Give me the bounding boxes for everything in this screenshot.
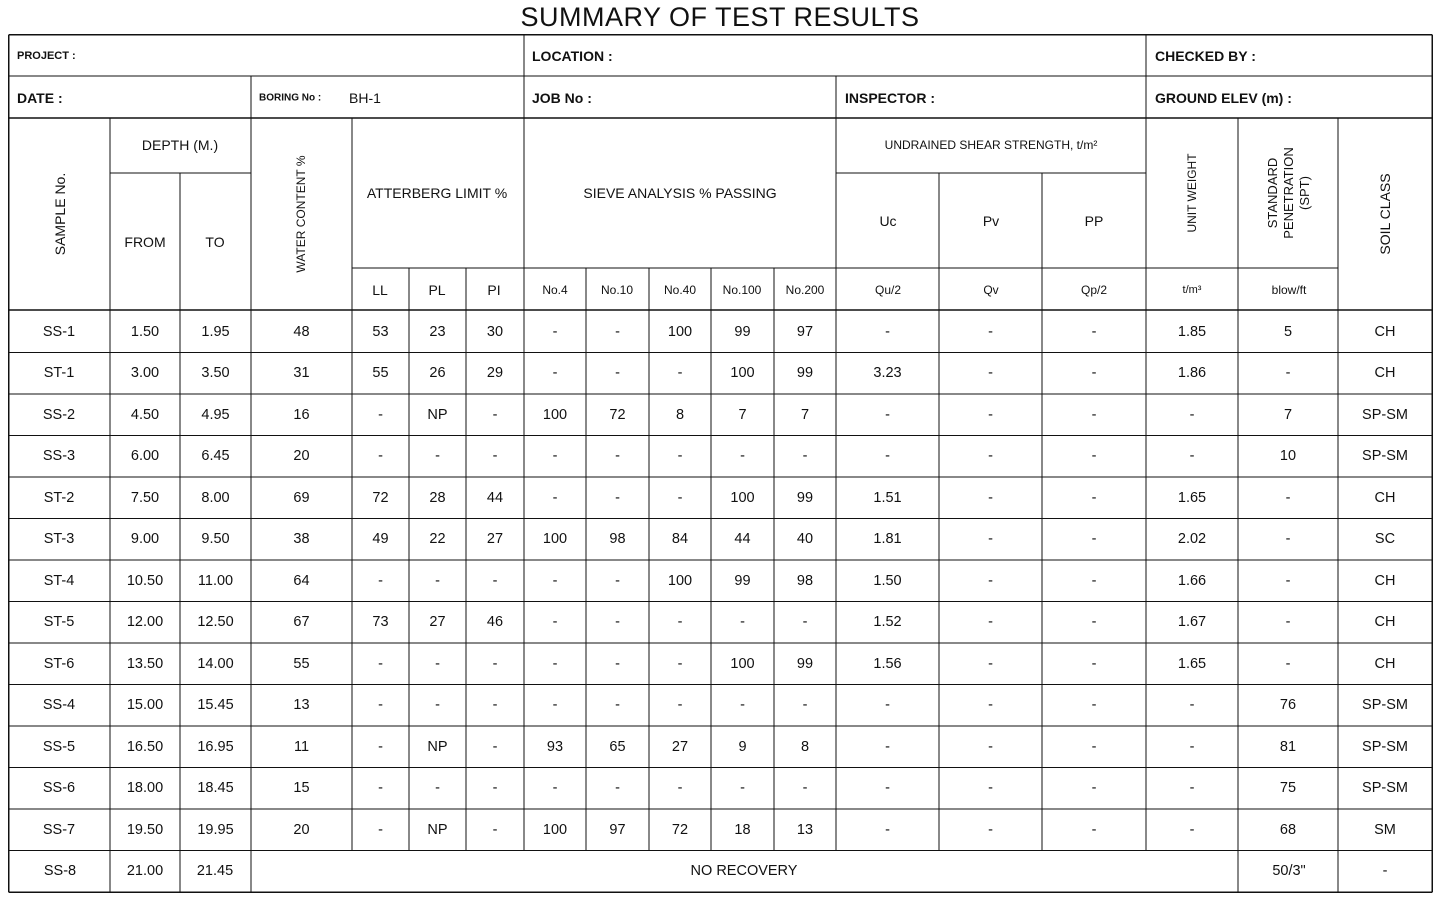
cell-unit-weight: 1.66 xyxy=(1177,572,1207,589)
header-spt-line3: (SPT) xyxy=(1297,176,1312,210)
cell-no200: - xyxy=(802,614,808,631)
cell-no200: 99 xyxy=(796,655,814,672)
cell-pl: NP xyxy=(427,821,448,838)
cell-pl: NP xyxy=(427,406,448,423)
last-row-soil-class: - xyxy=(1382,863,1388,879)
cell-soil-class: CH xyxy=(1374,489,1396,506)
cell-no200: 99 xyxy=(796,365,814,382)
page-title: SUMMARY OF TEST RESULTS xyxy=(520,2,920,32)
cell-pl: - xyxy=(435,572,440,589)
cell-no4: 100 xyxy=(542,821,568,838)
cell-to: 4.95 xyxy=(201,406,230,423)
cell-spt: - xyxy=(1285,614,1291,631)
cell-pv: - xyxy=(988,531,993,548)
header-atterberg-limit: ATTERBERG LIMIT % xyxy=(366,185,508,201)
cell-spt: 5 xyxy=(1283,323,1293,340)
last-row-from: 21.00 xyxy=(126,863,164,879)
cell-ll: - xyxy=(378,655,383,672)
cell-sample: ST-2 xyxy=(43,489,75,506)
last-row-to: 21.45 xyxy=(196,863,234,879)
cell-to: 3.50 xyxy=(201,365,230,382)
cell-no40: 72 xyxy=(671,821,689,838)
cell-ll: 49 xyxy=(372,531,389,548)
cell-from: 15.00 xyxy=(126,697,164,714)
cell-no4: - xyxy=(552,489,558,506)
cell-spt: 68 xyxy=(1279,821,1297,838)
cell-unit-weight: - xyxy=(1189,821,1195,838)
header-ll: LL xyxy=(372,282,388,298)
cell-sample: ST-3 xyxy=(43,531,75,548)
cell-soil-class: CH xyxy=(1374,323,1396,340)
cell-pp: - xyxy=(1091,655,1097,672)
cell-to: 18.45 xyxy=(197,780,234,797)
cell-pp: - xyxy=(1091,365,1097,382)
cell-unit-weight: - xyxy=(1189,448,1195,465)
cell-pi: 27 xyxy=(486,531,504,548)
cell-no100: - xyxy=(740,780,745,797)
cell-no100: - xyxy=(740,614,745,631)
cell-no100: 18 xyxy=(734,821,751,838)
cell-no100: 44 xyxy=(734,531,751,548)
cell-spt: - xyxy=(1285,365,1291,382)
cell-from: 16.50 xyxy=(126,738,164,755)
inspector-label: INSPECTOR : xyxy=(845,90,935,106)
cell-soil-class: SP-SM xyxy=(1362,406,1408,423)
cell-no10: 65 xyxy=(609,738,626,755)
cell-water-content: 16 xyxy=(293,406,310,423)
date-label: DATE : xyxy=(17,90,63,106)
cell-sample: ST-5 xyxy=(43,614,75,631)
header-spt-unit: blow/ft xyxy=(1271,283,1307,297)
cell-uc: - xyxy=(885,821,890,838)
cell-pl: 22 xyxy=(429,531,446,548)
cell-pi: 30 xyxy=(486,323,504,340)
cell-no4: - xyxy=(552,655,558,672)
cell-sample: ST-4 xyxy=(43,572,75,589)
header-undrained-shear-strength: UNDRAINED SHEAR STRENGTH, t/m² xyxy=(884,138,1098,152)
cell-pi: - xyxy=(492,448,498,465)
cell-pp: - xyxy=(1091,489,1097,506)
cell-pv: - xyxy=(988,406,993,423)
cell-water-content: 67 xyxy=(293,614,310,631)
header-depth: DEPTH (M.) xyxy=(141,137,219,153)
header-unit-weight-unit: t/m³ xyxy=(1182,284,1202,296)
cell-no40: - xyxy=(677,365,683,382)
cell-uc: - xyxy=(885,780,890,797)
cell-pi: 44 xyxy=(486,489,504,506)
cell-no40: 8 xyxy=(675,406,685,423)
cell-uc: - xyxy=(885,406,890,423)
cell-water-content: 13 xyxy=(293,697,310,714)
cell-no4: - xyxy=(552,448,558,465)
cell-no10: - xyxy=(615,489,620,506)
cell-pp: - xyxy=(1091,821,1097,838)
header-no10: No.10 xyxy=(600,283,634,297)
cell-water-content: 64 xyxy=(293,572,310,589)
cell-pv: - xyxy=(988,323,993,340)
cell-soil-class: CH xyxy=(1374,655,1396,672)
cell-pl: - xyxy=(435,697,440,714)
cell-pl: 28 xyxy=(429,489,446,506)
header-no4: No.4 xyxy=(542,283,568,297)
cell-no200: 97 xyxy=(796,323,814,340)
cell-no40: - xyxy=(677,655,683,672)
cell-no4: 100 xyxy=(542,406,568,423)
cell-ll: - xyxy=(378,406,383,423)
cell-unit-weight: - xyxy=(1189,738,1195,755)
cell-pi: - xyxy=(492,821,498,838)
cell-pi: - xyxy=(492,780,498,797)
cell-sample: SS-4 xyxy=(42,697,76,714)
cell-no10: - xyxy=(615,572,620,589)
cell-no10: - xyxy=(615,448,620,465)
cell-no10: - xyxy=(615,780,620,797)
cell-pv: - xyxy=(988,448,993,465)
cell-pp: - xyxy=(1091,448,1097,465)
cell-from: 12.00 xyxy=(126,614,164,631)
cell-unit-weight: - xyxy=(1189,780,1195,797)
cell-no200: 98 xyxy=(796,572,814,589)
cell-sample: SS-6 xyxy=(42,780,76,797)
cell-no4: - xyxy=(552,697,558,714)
cell-no10: - xyxy=(615,365,620,382)
cell-ll: - xyxy=(378,821,383,838)
header-to: TO xyxy=(205,234,225,250)
cell-to: 12.50 xyxy=(197,614,234,631)
cell-no100: - xyxy=(740,448,745,465)
checked-by-label: CHECKED BY : xyxy=(1155,48,1256,64)
cell-pl: 23 xyxy=(429,323,446,340)
cell-from: 10.50 xyxy=(126,572,164,589)
header-pv: Pv xyxy=(982,213,1000,229)
cell-to: 11.00 xyxy=(197,572,234,589)
cell-no4: - xyxy=(552,365,558,382)
cell-soil-class: SM xyxy=(1374,821,1396,838)
boring-value: BH-1 xyxy=(349,90,381,106)
cell-spt: 75 xyxy=(1279,780,1297,797)
cell-ll: - xyxy=(378,697,383,714)
header-soil-class: SOIL CLASS xyxy=(1377,173,1393,255)
header-no100: No.100 xyxy=(722,283,762,297)
location-label: LOCATION : xyxy=(532,48,613,64)
cell-no40: - xyxy=(677,614,683,631)
cell-no4: - xyxy=(552,572,558,589)
cell-no200: 13 xyxy=(796,821,814,838)
cell-unit-weight: - xyxy=(1189,406,1195,423)
cell-spt: - xyxy=(1285,572,1291,589)
cell-pi: 46 xyxy=(486,614,504,631)
cell-from: 1.50 xyxy=(130,323,160,340)
cell-spt: - xyxy=(1285,531,1291,548)
cell-soil-class: CH xyxy=(1374,614,1396,631)
cell-uc: 1.51 xyxy=(873,489,902,506)
cell-pl: - xyxy=(435,448,440,465)
job-label: JOB No : xyxy=(532,90,592,106)
cell-no200: 40 xyxy=(796,531,814,548)
cell-from: 9.00 xyxy=(130,531,160,548)
cell-sample: SS-2 xyxy=(42,406,76,423)
header-sample-no: SAMPLE No. xyxy=(52,172,68,256)
cell-ll: - xyxy=(378,780,383,797)
cell-pp: - xyxy=(1091,614,1097,631)
cell-no10: 97 xyxy=(609,821,626,838)
cell-pl: - xyxy=(435,655,440,672)
cell-water-content: 69 xyxy=(293,489,310,506)
cell-to: 19.95 xyxy=(197,821,234,838)
cell-to: 6.45 xyxy=(201,448,230,465)
cell-no40: - xyxy=(677,697,683,714)
cell-pv: - xyxy=(988,821,993,838)
cell-uc: 3.23 xyxy=(873,365,902,382)
cell-uc: - xyxy=(885,738,890,755)
last-row-spt: 50/3" xyxy=(1272,863,1306,879)
cell-ll: - xyxy=(378,572,383,589)
cell-unit-weight: 1.86 xyxy=(1177,365,1207,382)
cell-spt: 76 xyxy=(1279,697,1297,714)
cell-no40: - xyxy=(677,780,683,797)
cell-ll: - xyxy=(378,738,383,755)
cell-pp: - xyxy=(1091,697,1097,714)
cell-no10: - xyxy=(615,614,620,631)
header-qv: Qv xyxy=(983,283,999,297)
header-qu2: Qu/2 xyxy=(874,283,902,297)
cell-water-content: 20 xyxy=(293,448,310,465)
header-spt-line2: PENETRATION xyxy=(1281,147,1296,239)
header-no40: No.40 xyxy=(663,283,697,297)
header-from: FROM xyxy=(124,234,166,250)
cell-no100: 99 xyxy=(734,572,751,589)
cell-no100: 100 xyxy=(730,655,755,672)
cell-water-content: 11 xyxy=(293,738,310,755)
cell-sample: SS-5 xyxy=(42,738,76,755)
cell-soil-class: SP-SM xyxy=(1362,448,1408,465)
cell-pv: - xyxy=(988,738,993,755)
cell-to: 1.95 xyxy=(201,323,230,340)
ground-elev-label: GROUND ELEV (m) : xyxy=(1155,90,1292,106)
cell-ll: 53 xyxy=(372,323,389,340)
cell-pi: - xyxy=(492,697,498,714)
cell-pv: - xyxy=(988,780,993,797)
cell-from: 18.00 xyxy=(126,780,164,797)
cell-no40: 27 xyxy=(671,738,689,755)
cell-to: 15.45 xyxy=(197,697,234,714)
cell-water-content: 15 xyxy=(293,780,310,797)
test-results-table xyxy=(8,34,1433,893)
cell-soil-class: SP-SM xyxy=(1362,697,1408,714)
cell-ll: 72 xyxy=(372,489,389,506)
cell-soil-class: CH xyxy=(1374,572,1396,589)
cell-from: 4.50 xyxy=(130,406,160,423)
cell-pi: - xyxy=(492,738,498,755)
cell-no40: 100 xyxy=(667,323,693,340)
cell-pp: - xyxy=(1091,323,1097,340)
cell-pi: 29 xyxy=(486,365,504,382)
cell-water-content: 31 xyxy=(293,365,310,382)
header-spt-line1: STANDARD xyxy=(1265,157,1280,229)
cell-pp: - xyxy=(1091,531,1097,548)
cell-unit-weight: 1.65 xyxy=(1177,489,1207,506)
cell-pl: NP xyxy=(427,738,448,755)
cell-no10: - xyxy=(615,697,620,714)
cell-no4: - xyxy=(552,614,558,631)
cell-from: 13.50 xyxy=(126,655,164,672)
cell-to: 9.50 xyxy=(201,531,230,548)
cell-uc: 1.56 xyxy=(873,655,902,672)
cell-no200: 8 xyxy=(800,738,810,755)
cell-no40: 84 xyxy=(671,531,689,548)
cell-pv: - xyxy=(988,614,993,631)
cell-unit-weight: - xyxy=(1189,697,1195,714)
cell-soil-class: SC xyxy=(1374,531,1396,548)
header-qp2: Qp/2 xyxy=(1080,283,1108,297)
cell-soil-class: SP-SM xyxy=(1362,738,1408,755)
cell-pv: - xyxy=(988,697,993,714)
cell-no200: - xyxy=(802,780,808,797)
cell-to: 14.00 xyxy=(197,655,234,672)
header-water-content: WATER CONTENT % xyxy=(294,155,308,273)
cell-sample: ST-6 xyxy=(43,655,75,672)
header-spt xyxy=(1265,138,1313,248)
cell-uc: 1.50 xyxy=(873,572,902,589)
cell-no40: 100 xyxy=(667,572,693,589)
last-row-note: NO RECOVERY xyxy=(690,863,798,879)
cell-pl: 27 xyxy=(429,614,446,631)
cell-no100: 100 xyxy=(730,365,755,382)
cell-pl: 26 xyxy=(429,365,446,382)
project-label: PROJECT : xyxy=(17,50,76,62)
cell-spt: 7 xyxy=(1283,406,1293,423)
cell-pi: - xyxy=(492,655,498,672)
cell-spt: 10 xyxy=(1279,448,1297,465)
cell-no10: 98 xyxy=(609,531,626,548)
cell-ll: 55 xyxy=(372,365,389,382)
cell-no4: - xyxy=(552,323,558,340)
cell-sample: SS-1 xyxy=(42,323,76,340)
cell-no100: 99 xyxy=(734,323,751,340)
cell-pi: - xyxy=(492,406,498,423)
cell-pv: - xyxy=(988,365,993,382)
cell-uc: 1.52 xyxy=(873,614,902,631)
cell-no4: 93 xyxy=(546,738,564,755)
cell-pi: - xyxy=(492,572,498,589)
cell-spt: 81 xyxy=(1279,738,1297,755)
header-no200: No.200 xyxy=(785,283,825,297)
last-row-sample: SS-8 xyxy=(43,863,77,879)
cell-pp: - xyxy=(1091,572,1097,589)
header-pp: PP xyxy=(1084,213,1104,229)
cell-unit-weight: 1.67 xyxy=(1177,614,1207,631)
cell-no40: - xyxy=(677,489,683,506)
cell-water-content: 20 xyxy=(293,821,310,838)
cell-unit-weight: 2.02 xyxy=(1177,531,1207,548)
cell-sample: SS-3 xyxy=(42,448,76,465)
cell-pv: - xyxy=(988,572,993,589)
cell-pp: - xyxy=(1091,406,1097,423)
cell-water-content: 38 xyxy=(293,531,310,548)
cell-pv: - xyxy=(988,489,993,506)
cell-no40: - xyxy=(677,448,683,465)
cell-from: 7.50 xyxy=(130,489,160,506)
cell-no100: - xyxy=(740,697,745,714)
cell-no200: - xyxy=(802,448,808,465)
cell-no100: 100 xyxy=(730,489,755,506)
cell-no200: 99 xyxy=(796,489,814,506)
cell-unit-weight: 1.85 xyxy=(1177,323,1207,340)
cell-uc: - xyxy=(885,323,890,340)
cell-uc: - xyxy=(885,697,890,714)
cell-to: 16.95 xyxy=(197,738,234,755)
cell-pl: - xyxy=(435,780,440,797)
cell-no10: - xyxy=(615,655,620,672)
cell-no200: - xyxy=(802,697,808,714)
cell-uc: 1.81 xyxy=(873,531,902,548)
header-sieve-analysis: SIEVE ANALYSIS % PASSING xyxy=(583,185,777,201)
cell-sample: ST-1 xyxy=(43,365,75,382)
cell-ll: - xyxy=(378,448,383,465)
cell-no4: 100 xyxy=(542,531,568,548)
cell-spt: - xyxy=(1285,655,1291,672)
cell-unit-weight: 1.65 xyxy=(1177,655,1207,672)
cell-water-content: 55 xyxy=(293,655,310,672)
cell-soil-class: SP-SM xyxy=(1362,780,1408,797)
cell-no10: - xyxy=(615,323,620,340)
cell-to: 8.00 xyxy=(201,489,230,506)
cell-from: 19.50 xyxy=(126,821,164,838)
cell-no4: - xyxy=(552,780,558,797)
cell-from: 3.00 xyxy=(130,365,160,382)
cell-pp: - xyxy=(1091,738,1097,755)
boring-label: BORING No : xyxy=(259,92,322,104)
cell-ll: 73 xyxy=(372,614,389,631)
cell-no100: 7 xyxy=(738,406,747,423)
cell-pp: - xyxy=(1091,780,1097,797)
cell-from: 6.00 xyxy=(130,448,160,465)
cell-no10: 72 xyxy=(609,406,626,423)
cell-sample: SS-7 xyxy=(42,821,76,838)
cell-soil-class: CH xyxy=(1374,365,1396,382)
cell-water-content: 48 xyxy=(293,323,310,340)
header-unit-weight: UNIT WEIGHT xyxy=(1185,153,1199,233)
cell-no200: 7 xyxy=(800,406,810,423)
cell-no100: 9 xyxy=(738,738,747,755)
cell-spt: - xyxy=(1285,489,1291,506)
cell-pv: - xyxy=(988,655,993,672)
header-uc: Uc xyxy=(879,213,897,229)
header-pl: PL xyxy=(428,282,446,298)
cell-uc: - xyxy=(885,448,890,465)
header-pi: PI xyxy=(487,282,501,298)
